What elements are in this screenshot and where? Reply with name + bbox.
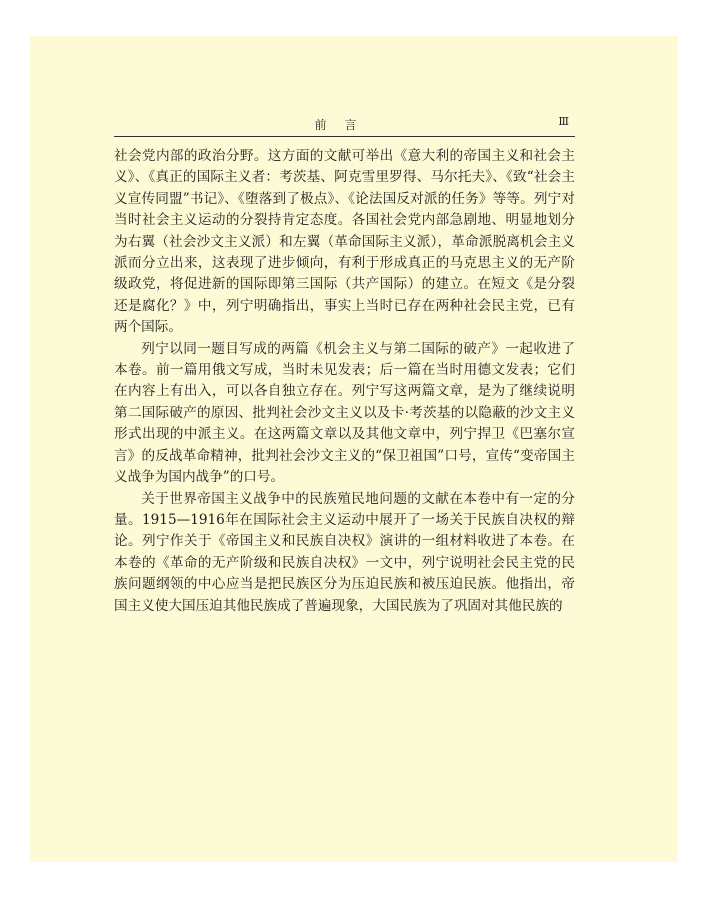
body-text	[114, 146, 575, 617]
header-title: 前言	[314, 118, 375, 132]
paragraph: 列宁以同一题目写成的两篇《机会主义与第二国际的破产》一起收进了本卷。前一篇用俄文写成，当时未见发表；后一篇在当时用德文发表；它们在内容上有出入，可以各自独立存在。列宁写这两篇文章，是为了继续说明第二国际破产的原因、批判社会沙文主义以及卡·考茨基的以隐蔽的沙文主义形式出现的中派主义。在这两篇文章以及其他文章中，列宁捍卫《巴塞尔宣言》的反战革命精神，批判社会沙文主义的“保卫祖国”口号，宣传“变帝国主义战争为国内战争”的口号。	[114, 340, 575, 486]
paragraph: 社会党内部的政治分野。这方面的文献可举出《意大利的帝国主义和社会主义》、《真正的国际主义者：考茨基、阿克雪里罗得、马尔托夫》、《致“社会主义宣传同盟”书记》、《堕落到了极点》、《论法国反对派的任务》等等。列宁对当时社会主义运动的分裂持肯定态度。各国社会党内部急剧地、明显地划分为右翼（社会沙文主义派）和左翼（革命国际主义派），革命派脱离机会主义派而分立出来，这表现了进步倾向，有利于形成真正的马克思主义的无产阶级政党，将促进新的国际即第三国际（共产国际）的建立。在短文《是分裂还是腐化？》中，列宁明确指出，事实上当时已存在两种社会民主党，已有两个国际。	[114, 148, 575, 336]
paragraph: 关于世界帝国主义战争中的民族殖民地问题的文献在本卷中有一定的分量。1915—1916年在国际社会主义运动中展开了一场关于民族自决权的辩论。列宁作关于《帝国主义和民族自决权》演讲的一组材料收进了本卷。在本卷的《革命的无产阶级和民族自决权》一文中，列宁说明社会民主党的民族问题纲领的中心应当是把民族区分为压迫民族和被压迫民族。他指出，帝国主义使大国压迫其他民族成了普遍现象，大国民族为了巩固对其他民族的	[114, 490, 575, 614]
running-header	[114, 114, 575, 137]
page-number: Ⅲ	[558, 115, 569, 128]
